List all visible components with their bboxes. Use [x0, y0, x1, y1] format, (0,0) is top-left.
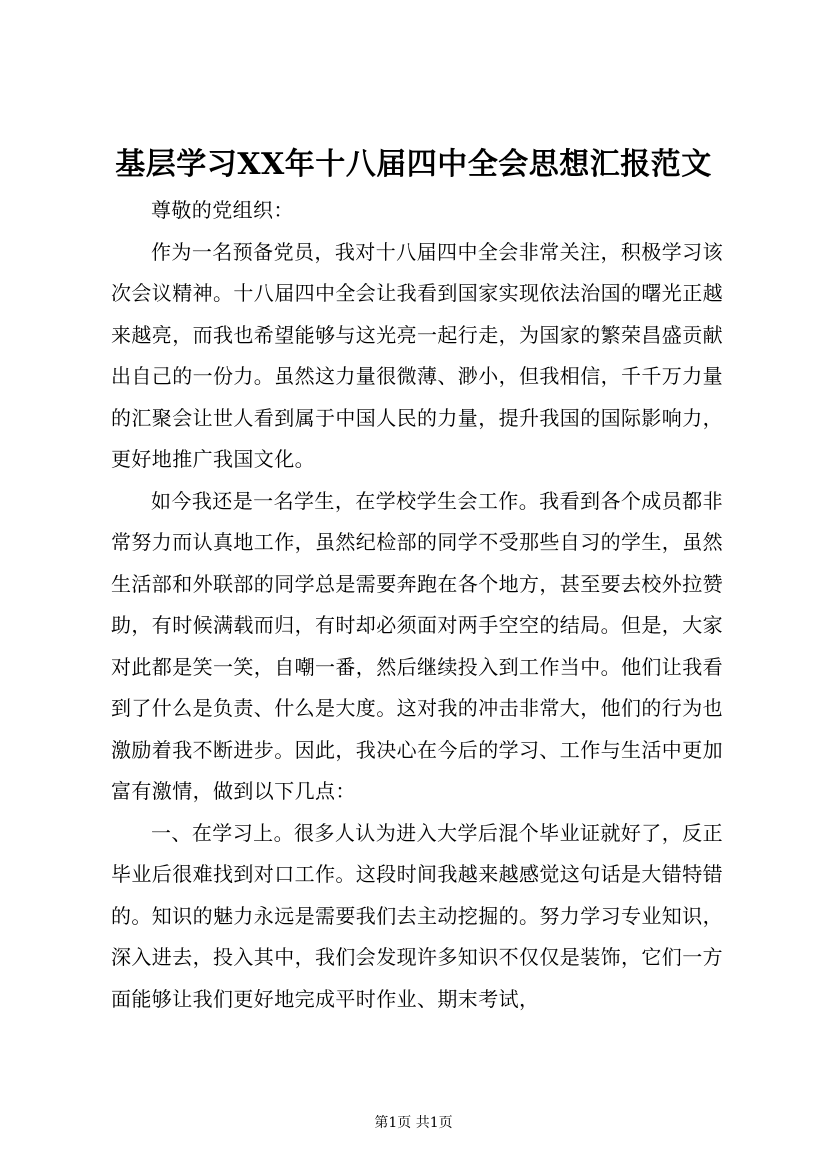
- paragraph-1: 作为一名预备党员，我对十八届四中全会非常关注，积极学习该次会议精神。十八届四中全会让我看到国家实现依法治国的曙光正越来越亮，而我也希望能够与这光亮一起行走，为国家的繁荣昌盛贡献出自己的一份力。虽然这力量很微薄、渺小，但我相信，千千万力量的汇聚会让世人看到属于中国人民的力量，提升我国的国际影响力，更好地推广我国文化。: [111, 239, 723, 471]
- document-title: 基层学习XX年十八届四中全会思想汇报范文: [115, 147, 712, 182]
- document-body: [111, 190, 723, 1020]
- page-footer: 第1页 共1页: [374, 1115, 453, 1131]
- paragraph-2: 如今我还是一名学生，在学校学生会工作。我看到各个成员都非常努力而认真地工作，虽然纪检部的同学不受那些自习的学生，虽然生活部和外联部的同学总是需要奔跑在各个地方，甚至要去校外拉赞助，有时候满载而归，有时却必须面对两手空空的结局。但是，大家对此都是笑一笑，自嘲一番，然后继续投入到工作当中。他们让我看到了什么是负责、什么是大度。这对我的冲击非常大，他们的行为也激励着我不断进步。因此，我决心在今后的学习、工作与生活中更加富有激情，做到以下几点：: [111, 488, 723, 803]
- paragraph-3: 一、在学习上。很多人认为进入大学后混个毕业证就好了，反正毕业后很难找到对口工作。这段时间我越来越感觉这句话是大错特错的。知识的魅力永远是需要我们去主动挖掘的。努力学习专业知识，深入进去，投入其中，我们会发现许多知识不仅仅是装饰，它们一方面能够让我们更好地完成平时作业、期末考试，: [111, 820, 723, 1011]
- salutation: 尊敬的党组织：: [151, 198, 294, 222]
